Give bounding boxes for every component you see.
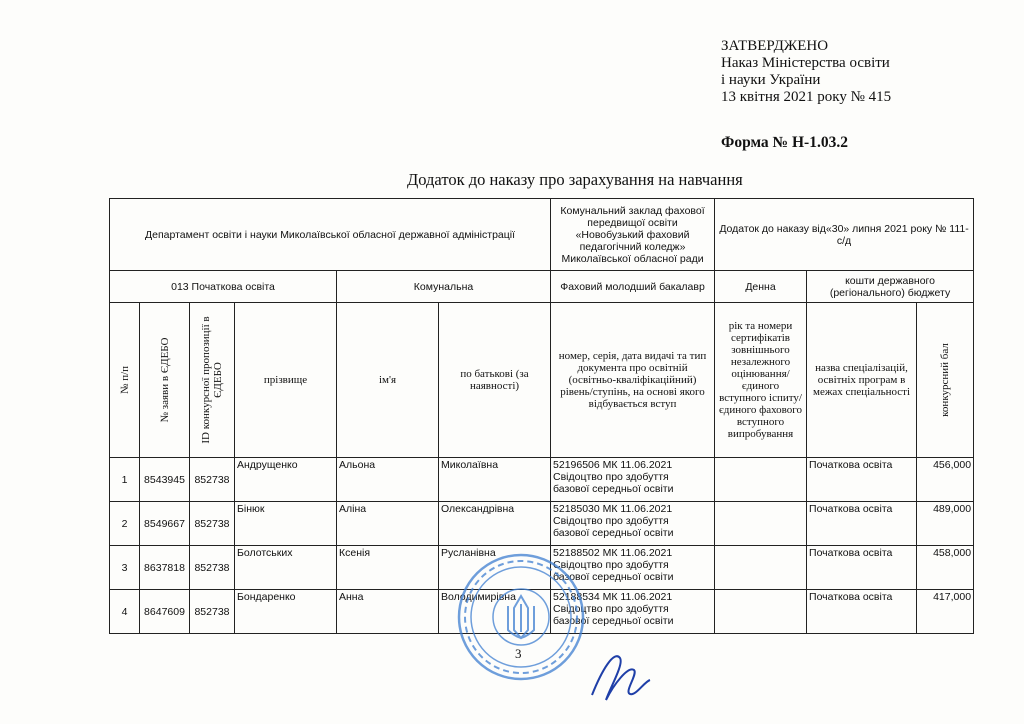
- specialty-cell: 013 Початкова освіта: [110, 271, 337, 303]
- row-application-id: 8543945: [140, 458, 190, 502]
- row-program: Початкова освіта: [807, 458, 917, 502]
- row-score: 489,000: [917, 502, 974, 546]
- ownership-cell: Комунальна: [337, 271, 551, 303]
- row-patronymic: Володимирівна: [439, 590, 551, 634]
- row-surname: Бінюк: [235, 502, 337, 546]
- approval-line-1: ЗАТВЕРДЖЕНО: [721, 38, 829, 54]
- table-row: [110, 502, 974, 546]
- col-header-num: [110, 303, 140, 458]
- row-document-line-1: 52196506 МК 11.06.2021: [553, 459, 673, 471]
- col-header-certificates: рік та номери сертифікатів зовнішнього незалежного оцінювання/ єдиного вступного іспиту/ єдиного фахового вступного випробування: [715, 303, 807, 458]
- row-score: 417,000: [917, 590, 974, 634]
- col-header-application-id: [140, 303, 190, 458]
- department-cell: Департамент освіти і науки Миколаївської обласної державної адміністрації: [110, 199, 551, 271]
- row-application-id: 8549667: [140, 502, 190, 546]
- row-document-line-2: Свідоцтво про здобуття: [553, 559, 669, 571]
- col-header-offer-id-text: ID конкурсної пропозиції в ЄДЕБО: [200, 316, 224, 444]
- row-document: [551, 458, 715, 502]
- study-form-cell: Денна: [715, 271, 807, 303]
- col-header-application-id-text: № заяви в ЄДЕБО: [158, 337, 171, 423]
- row-patronymic: Миколаївна: [439, 458, 551, 502]
- row-num: 3: [110, 546, 140, 590]
- row-document-line-3: базової середньої освіти: [553, 615, 674, 627]
- row-document-line-1: 52188502 МК 11.06.2021: [553, 547, 673, 559]
- row-document-line-2: Свідоцтво про здобуття: [553, 515, 669, 527]
- row-num: 1: [110, 458, 140, 502]
- row-name: Аліна: [337, 502, 439, 546]
- row-document-line-1: 52185030 МК 11.06.2021: [553, 503, 673, 515]
- row-certificates: [715, 458, 807, 502]
- signature: [584, 640, 654, 710]
- row-document-line-2: Свідоцтво про здобуття: [553, 603, 669, 615]
- col-header-surname: прізвище: [235, 303, 337, 458]
- row-patronymic: Олександрівна: [439, 502, 551, 546]
- row-document: [551, 502, 715, 546]
- row-document-line-3: базової середньої освіти: [553, 571, 674, 583]
- col-header-program: назва спеціалізацій, освітніх програм в межах спеціальності: [807, 303, 917, 458]
- col-header-document: номер, серія, дата видачі та тип документа про освітній (освітньо-кваліфікаційний) рівень/ступінь, на основі якого відбувається вступ: [551, 303, 715, 458]
- row-certificates: [715, 546, 807, 590]
- approval-block: [721, 38, 891, 106]
- funding-cell: кошти державного (регіонального) бюджету: [807, 271, 974, 303]
- row-program: Початкова освіта: [807, 590, 917, 634]
- table-row: [110, 458, 974, 502]
- row-application-id: 8637818: [140, 546, 190, 590]
- institution-cell: Комунальний заклад фахової передвищої освіти «Новобузький фаховий педагогічний коледж» Миколаївської обласної ради: [551, 199, 715, 271]
- approval-line-3: і науки України: [721, 72, 821, 88]
- row-offer-id: 852738: [190, 546, 235, 590]
- page-number: 3: [515, 646, 522, 661]
- row-program: Початкова освіта: [807, 502, 917, 546]
- col-header-offer-id: [190, 303, 235, 458]
- official-stamp: [456, 552, 586, 682]
- col-header-patronymic: по батькові (за наявності): [439, 303, 551, 458]
- row-document-line-2: Свідоцтво про здобуття: [553, 471, 669, 483]
- approval-line-2: Наказ Міністерства освіти: [721, 55, 890, 71]
- col-header-name: ім'я: [337, 303, 439, 458]
- row-application-id: 8647609: [140, 590, 190, 634]
- approval-line-4: 13 квітня 2021 року № 415: [721, 89, 892, 105]
- order-reference-cell: Додаток до наказу від«30» липня 2021 року № 111- с/д: [715, 199, 974, 271]
- row-name: Альона: [337, 458, 439, 502]
- row-num: 2: [110, 502, 140, 546]
- row-certificates: [715, 502, 807, 546]
- row-surname: Андрущенко: [235, 458, 337, 502]
- document-title: Додаток до наказу про зарахування на навчання: [407, 170, 743, 189]
- row-document-line-3: базової середньої освіти: [553, 527, 674, 539]
- row-document-line-3: базової середньої освіти: [553, 483, 674, 495]
- row-name: Ксенія: [337, 546, 439, 590]
- row-num: 4: [110, 590, 140, 634]
- col-header-score: [917, 303, 974, 458]
- row-score: 456,000: [917, 458, 974, 502]
- row-offer-id: 852738: [190, 590, 235, 634]
- row-document-line-1: 52188534 МК 11.06.2021: [553, 591, 673, 603]
- col-header-score-text: конкурсний бал: [939, 343, 952, 417]
- row-surname: Бондаренко: [235, 590, 337, 634]
- row-program: Початкова освіта: [807, 546, 917, 590]
- form-number: Форма № Н-1.03.2: [721, 134, 848, 151]
- row-certificates: [715, 590, 807, 634]
- row-score: 458,000: [917, 546, 974, 590]
- row-surname: Болотських: [235, 546, 337, 590]
- row-offer-id: 852738: [190, 502, 235, 546]
- degree-cell: Фаховий молодший бакалавр: [551, 271, 715, 303]
- row-patronymic: Русланівна: [439, 546, 551, 590]
- row-name: Анна: [337, 590, 439, 634]
- row-offer-id: 852738: [190, 458, 235, 502]
- col-header-num-text: № п/п: [118, 365, 131, 395]
